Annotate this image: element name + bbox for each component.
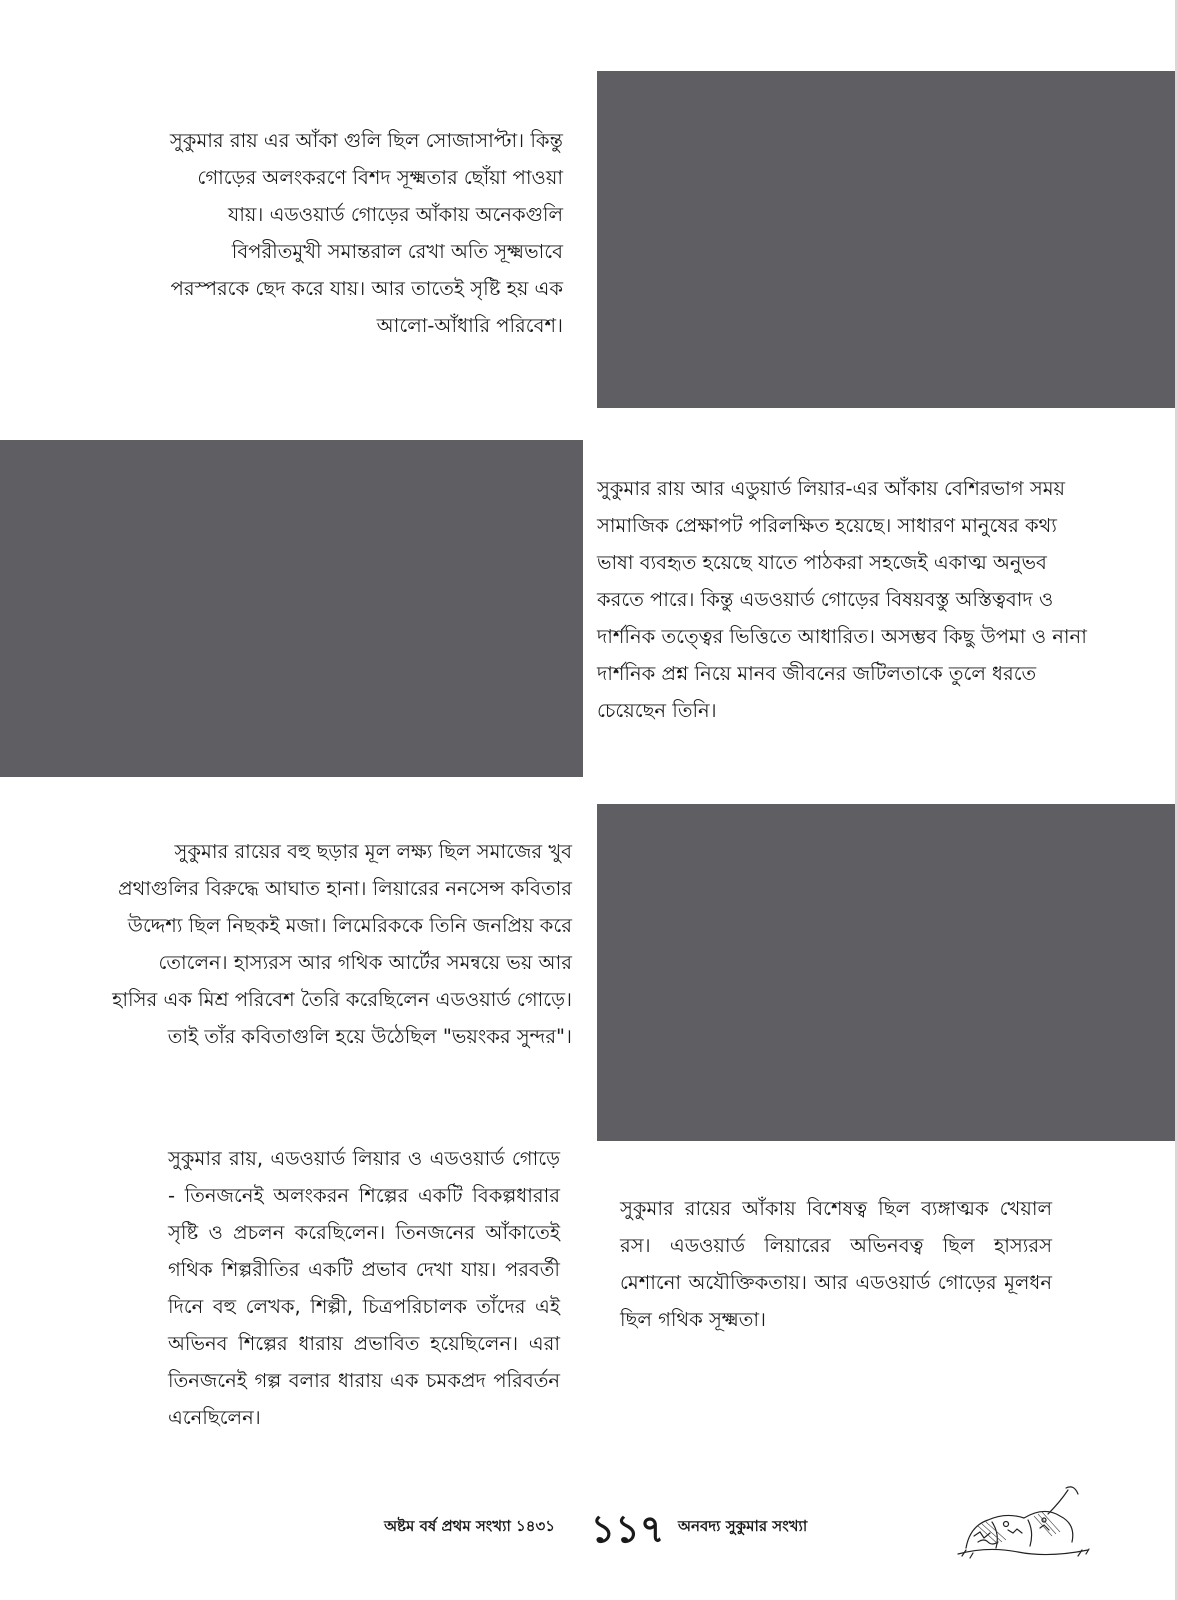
paragraph-three-artists: সুকুমার রায়, এডওয়ার্ড লিয়ার ও এডওয়ার্ড গোড়ে - তিনজনেই অলংকরন শিল্পের একটি বিকল্পধারার সৃষ্টি ও প্রচলন করেছিলেন। তিনজনের আঁকাতেই গথিক শিল্পরীতির একটি প্রভাব দেখা যায়। পরবর্তী দিনে বহু লেখক, শিল্পী, চিত্রপরিচালক তাঁদের এই অভিনব শিল্পের ধারায় প্রভাবিত হয়েছিলেন। এরা তিনজনেই গল্প বলার ধারায় এক চমকপ্রদ পরিবর্তন এনেছিলেন।: [168, 1147, 560, 1429]
paragraph-gorey-drawing-detail: সুকুমার রায় এর আঁকা গুলি ছিল সোজাসাপ্টা। কিন্তু গোড়ের অলংকরণে বিশদ সূক্ষ্মতার ছোঁয়া পাওয়া যায়। এডওয়ার্ড গোড়ের আঁকায় অনেকগুলি বিপরীতমুখী সমান্তরাল রেখা অতি সূক্ষ্মভাবে পরস্পরকে ছেদ করে যায়। আর তাতেই সৃষ্টি হয় এক আলো-আঁধারি পরিবেশ।: [169, 129, 563, 337]
paragraph-specialties: সুকুমার রায়ের আঁকায় বিশেষত্ব ছিল ব্যঙ্গাত্মক খেয়াল রস। এডওয়ার্ড লিয়ারের অভিনবত্ব ছিল হাস্যরস মেশানো অযৌক্তিকতায়। আর এডওয়ার্ড গোড়ের মূলধন ছিল গথিক সূক্ষ্মতা।: [620, 1197, 1052, 1331]
footer-issue-label: অষ্টম বর্ষ প্রথম সংখ্যা ১৪৩১: [384, 1517, 555, 1535]
image-placeholder-top-right: [597, 71, 1175, 408]
paragraph-social-context: সুকুমার রায় আর এডুয়ার্ড লিয়ার-এর আঁকায় বেশিরভাগ সময় সামাজিক প্রেক্ষাপট পরিলক্ষিত হয়েছে। সাধারণ মানুষের কথ্য ভাষা ব্যবহৃত হয়েছে যাতে পাঠকরা সহজেই একাত্ম অনুভব করতে পারে। কিন্তু এডওয়ার্ড গোড়ের বিষয়বস্তু অস্তিত্ববাদ ও দার্শনিক তত্ত্বের ভিত্তিতে আধারিত। অসম্ভব কিছু উপমা ও নানা দার্শনিক প্রশ্ন নিয়ে মানব জীবনের জটিলতাকে তুলে ধরতে চেয়েছেন তিনি।: [597, 477, 1087, 722]
paragraph-rhyme-purpose: সুকুমার রায়ের বহু ছড়ার মূল লক্ষ্য ছিল সমাজের খুব প্রথাগুলির বিরুদ্ধে আঘাত হানা। লিয়ারের ননসেন্স কবিতার উদ্দেশ্য ছিল নিছকই মজা। লিমেরিককে তিনি জনপ্রিয় করে তোলেন। হাস্যরস আর গথিক আর্টের সমন্বয়ে ভয় আর হাসির এক মিশ্র পরিবেশ তৈরি করেছিলেন এডওয়ার্ড গোড়ে। তাই তাঁর কবিতাগুলি হয়ে উঠেছিল "ভয়ংকর সুন্দর"।: [112, 840, 572, 1048]
page-number: ১১৭: [590, 1507, 665, 1551]
image-placeholder-middle-left: [0, 440, 583, 777]
image-placeholder-lower-right: [597, 804, 1175, 1141]
ink-sketch-illustration: [948, 1476, 1098, 1566]
footer-edition-label: অনবদ্য সুকুমার সংখ্যা: [678, 1517, 808, 1535]
